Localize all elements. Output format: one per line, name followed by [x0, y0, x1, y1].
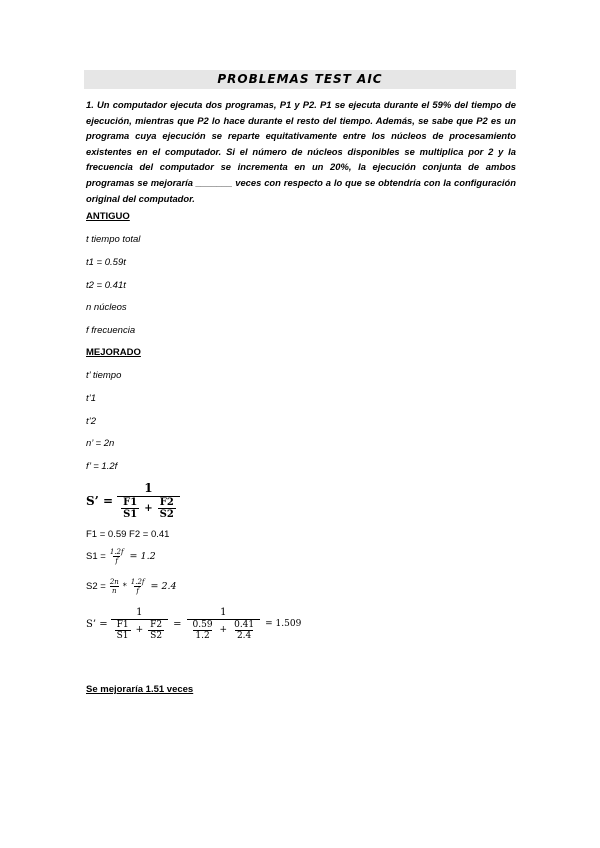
final-v1: 0.59: [192, 619, 213, 630]
f2-label: F2: [159, 496, 174, 508]
final-general-denominator: [111, 619, 169, 642]
s1-eq-result: = 1.2: [129, 551, 156, 563]
final-f2-s2: [148, 620, 164, 642]
final-v1-d1: [191, 620, 215, 642]
formula-fraction: [117, 482, 180, 521]
fractions-line: F1 = 0.59 F2 = 0.41: [86, 529, 170, 540]
final-s1: S1: [116, 630, 129, 641]
antiguo-line: n núcleos: [86, 302, 127, 313]
final-general-fraction: [111, 607, 169, 641]
s2-eq-label: S2 =: [86, 581, 106, 593]
final-lhs: S’ =: [86, 618, 108, 630]
f1-s1-fraction: [121, 497, 139, 521]
antiguo-heading: ANTIGUO: [86, 211, 130, 222]
s2-eq-f-fraction: [129, 578, 147, 595]
final-f1: F1: [116, 619, 129, 630]
mejorado-line: f’ = 1.2f: [86, 461, 118, 472]
formula-lhs: S’ =: [86, 494, 114, 509]
final-f2: F2: [150, 619, 163, 630]
s1-equation: [86, 548, 156, 565]
final-equation: [86, 607, 301, 641]
antiguo-line: f frecuencia: [86, 325, 136, 336]
s2-eq-n-den: n: [112, 587, 117, 596]
final-equals: =: [173, 618, 182, 630]
s2-eq-n-fraction: [108, 578, 121, 595]
f2-s2-fraction: [158, 497, 176, 521]
final-numeric-denominator: [187, 619, 261, 642]
answer-line: Se mejoraría 1.51 veces: [86, 684, 194, 695]
s1-eq-fraction: [108, 548, 126, 565]
final-v2-d2: [232, 620, 256, 642]
s1-eq-den: f: [115, 557, 118, 566]
plus-sign: +: [144, 503, 153, 515]
s1-eq-num: 1.2f: [109, 548, 124, 556]
final-d2: 2.4: [236, 630, 252, 641]
problem-statement: 1. Un computador ejecuta dos programas, P1 y P2. P1 se ejecuta durante el 59% del tiempo de ejecución, mientras que P2 lo hace durante el resto del tiempo. Además, se sabe que P2 es un programa cuya ejecución se reparte equitativamente entre los núcleos de procesamiento existentes en el computador. Si el número de núcleos disponibles se multiplica por 2 y la frecuencia del computador se incrementa en un 20%, la ejecución conjunta de ambos programas se mejoraría _______ veces con respecto a lo que se obtendría con la configuración original del computador.: [86, 99, 516, 204]
formula-denominator: [117, 496, 180, 521]
final-result: = 1.509: [265, 619, 302, 630]
mejorado-line: t’1: [86, 393, 97, 404]
f1-label: F1: [123, 496, 138, 508]
final-s2: S2: [150, 630, 163, 641]
mejorado-line: t’ tiempo: [86, 370, 122, 381]
s2-label: S2: [159, 509, 174, 521]
mejorado-heading: MEJORADO: [86, 347, 141, 358]
s2-equation: [86, 578, 177, 595]
speedup-formula: [86, 482, 182, 521]
s1-label: S1: [123, 509, 138, 521]
mejorado-line: n’ = 2n: [86, 438, 115, 449]
title-bar: [84, 70, 516, 89]
antiguo-line: t2 = 0.41t: [86, 280, 126, 291]
final-numerator: 1: [136, 607, 143, 618]
antiguo-line: t1 = 0.59t: [86, 257, 126, 268]
final-numeric-plus: +: [219, 625, 228, 636]
page-title: PROBLEMAS TEST AIC: [217, 72, 383, 86]
final-f1-s1: [115, 620, 131, 642]
antiguo-line: t tiempo total: [86, 234, 141, 245]
final-numeric-fraction: [187, 607, 261, 641]
formula-numerator: 1: [144, 481, 153, 495]
final-numeric-numerator: 1: [220, 607, 227, 618]
s2-eq-result: = 2.4: [150, 581, 177, 593]
final-v2: 0.41: [234, 619, 255, 630]
times-sign: *: [122, 582, 127, 592]
final-plus: +: [135, 625, 144, 636]
mejorado-line: t’2: [86, 416, 97, 427]
s2-eq-n-num: 2n: [109, 578, 119, 586]
s2-eq-f-num: 1.2f: [130, 578, 145, 586]
s1-eq-label: S1 =: [86, 551, 106, 563]
final-d1: 1.2: [195, 630, 210, 641]
s2-eq-f-den: f: [136, 587, 139, 596]
